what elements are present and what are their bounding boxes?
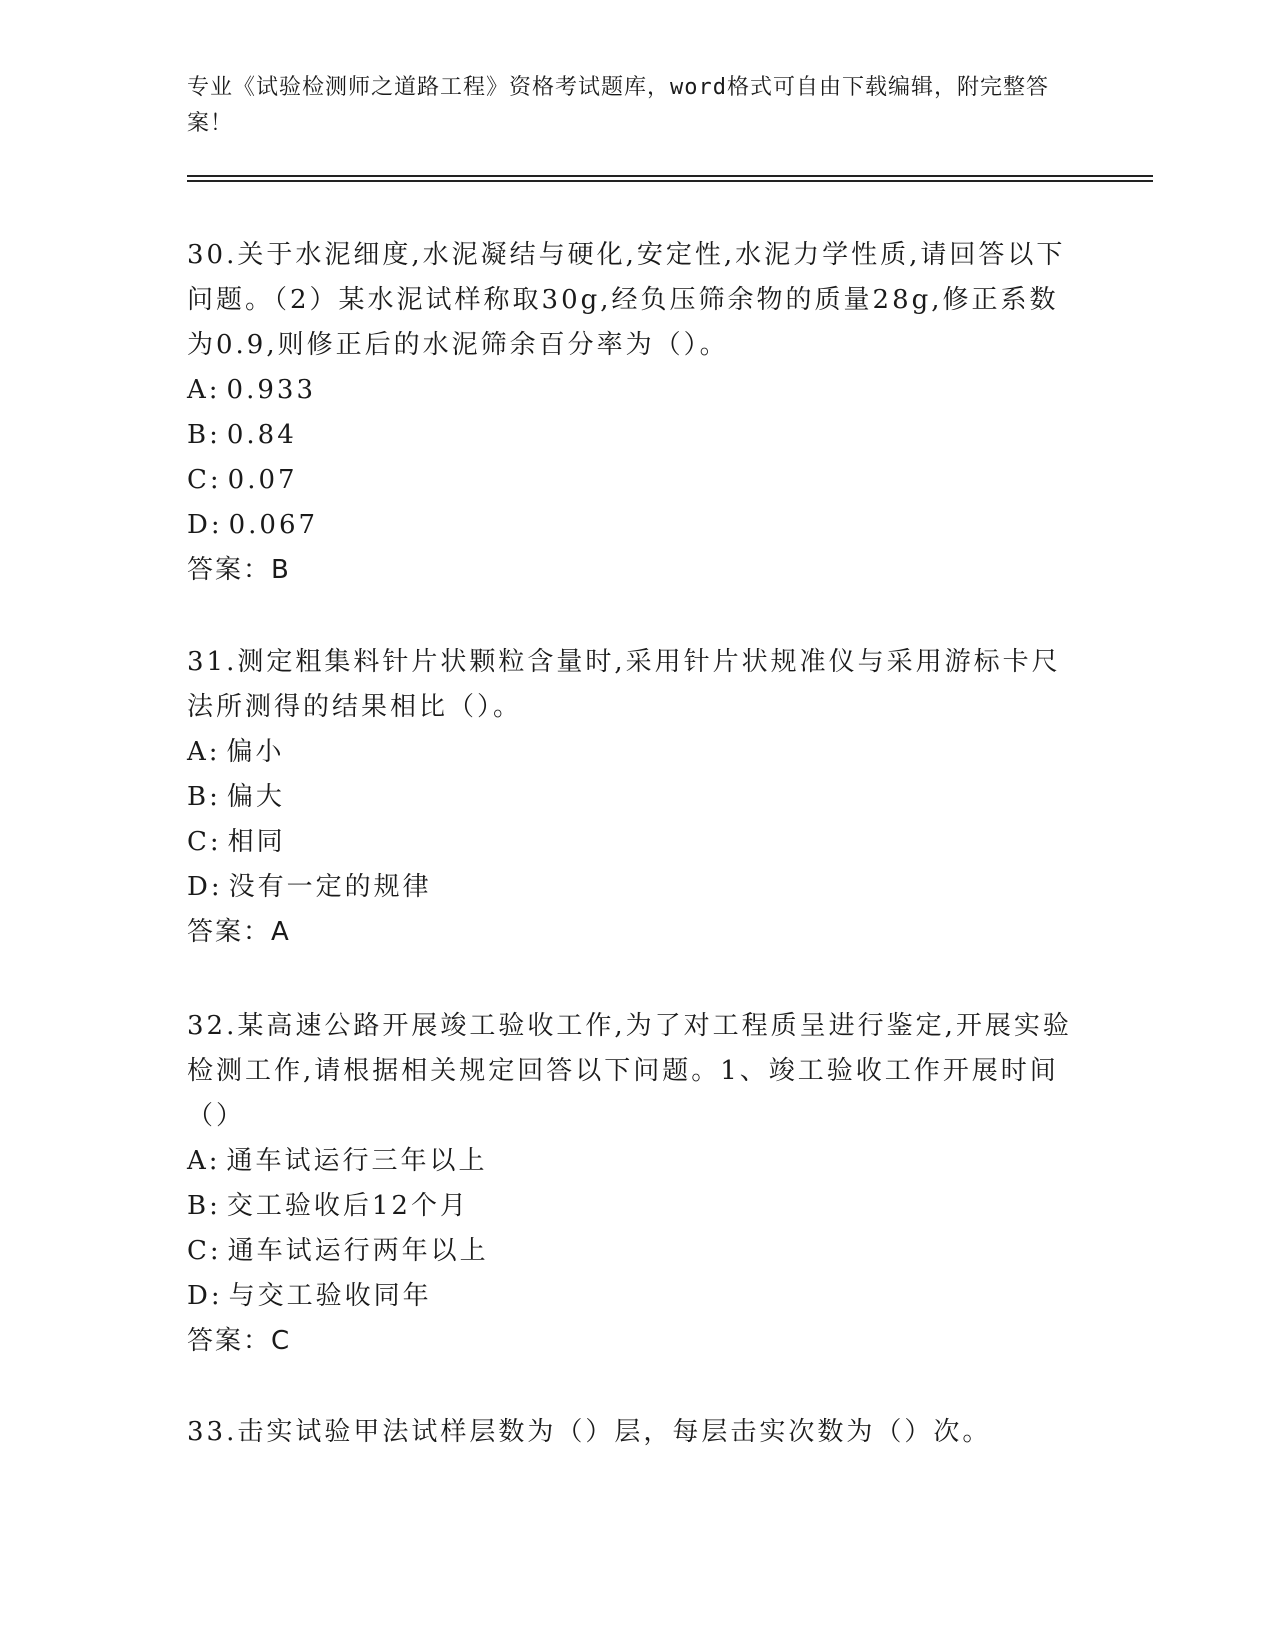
question-33 xyxy=(187,1410,1087,1455)
option-letter: A: xyxy=(187,375,221,405)
option-text: 相同 xyxy=(227,827,286,857)
option-text: 偏大 xyxy=(226,782,285,812)
option-a xyxy=(187,730,1087,775)
option-c xyxy=(187,820,1087,865)
option-c xyxy=(187,1229,1087,1274)
option-text: 偏小 xyxy=(226,737,285,767)
option-text: 0.067 xyxy=(228,510,319,540)
option-text: 0.07 xyxy=(227,465,298,495)
option-letter: C: xyxy=(187,827,222,857)
option-text: 与交工验收同年 xyxy=(228,1281,432,1311)
option-d xyxy=(187,1274,1087,1319)
option-letter: D: xyxy=(187,510,223,540)
question-31 xyxy=(187,640,1087,955)
option-d xyxy=(187,503,1087,548)
option-letter: D: xyxy=(187,872,223,902)
question-30 xyxy=(187,233,1087,593)
option-letter: B: xyxy=(187,420,221,450)
option-c xyxy=(187,458,1087,503)
option-text: 0.933 xyxy=(226,375,316,405)
answer-line: 答案：A xyxy=(187,917,291,947)
option-text: 通车试运行两年以上 xyxy=(227,1236,489,1266)
option-a xyxy=(187,368,1087,413)
header-divider-top xyxy=(187,175,1153,177)
option-a xyxy=(187,1139,1087,1184)
question-stem: 31.测定粗集料针片状颗粒含量时,采用针片状规准仪与采用游标卡尺法所测得的结果相比（）。 xyxy=(187,647,1061,722)
option-text: 没有一定的规律 xyxy=(228,872,432,902)
option-letter: A: xyxy=(187,737,221,767)
option-b xyxy=(187,1184,1087,1229)
option-d xyxy=(187,865,1087,910)
document-header: 专业《试验检测师之道路工程》资格考试题库，word格式可自由下载编辑，附完整答案！ xyxy=(187,75,1049,136)
question-stem: 30.关于水泥细度,水泥凝结与硬化,安定性,水泥力学性质,请回答以下问题。（2）某水泥试样称取30g,经负压筛余物的质量28g,修正系数为0.9,则修正后的水泥筛余百分率为（）。 xyxy=(187,240,1066,360)
option-letter: A: xyxy=(187,1146,221,1176)
option-letter: C: xyxy=(187,1236,222,1266)
header-divider-bottom xyxy=(187,180,1153,182)
option-letter: B: xyxy=(187,1191,221,1221)
question-32 xyxy=(187,1004,1087,1364)
option-text: 0.84 xyxy=(226,420,297,450)
option-text: 通车试运行三年以上 xyxy=(226,1146,488,1176)
option-text: 交工验收后12个月 xyxy=(226,1191,469,1221)
answer-line: 答案：B xyxy=(187,555,291,585)
question-stem: 32.某高速公路开展竣工验收工作,为了对工程质呈进行鉴定,开展实验检测工作,请根据相关规定回答以下问题。1、竣工验收工作开展时间（） xyxy=(187,1011,1072,1131)
option-letter: D: xyxy=(187,1281,223,1311)
option-letter: C: xyxy=(187,465,222,495)
question-stem: 33.击实试验甲法试样层数为（）层，每层击实次数为（）次。 xyxy=(187,1417,992,1447)
option-b xyxy=(187,775,1087,820)
answer-line: 答案：C xyxy=(187,1326,292,1356)
option-b xyxy=(187,413,1087,458)
option-letter: B: xyxy=(187,782,221,812)
